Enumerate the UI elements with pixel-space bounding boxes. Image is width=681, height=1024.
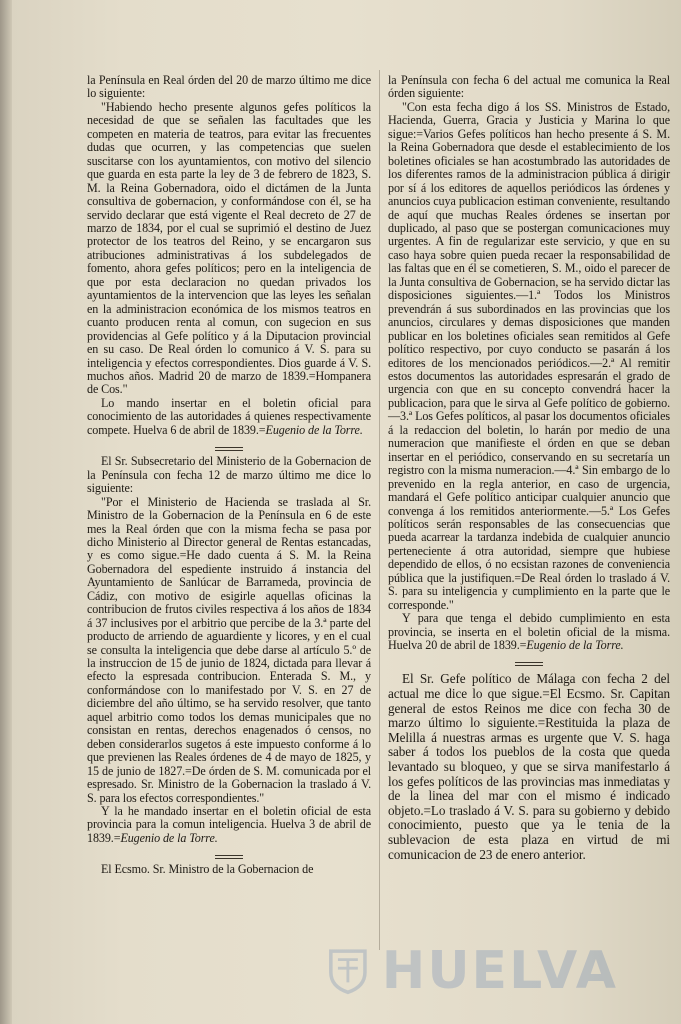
right-paragraph-3: [388, 612, 670, 652]
right-paragraph-3-text: Y para que tenga el debido cumplimiento en esta provincia, se inserta en el boletin oficial de la misma. Huelva 20 de abril de 1839.=: [388, 611, 670, 653]
left-signature-2: Eugenio de la Torre.: [120, 830, 218, 845]
left-paragraph-2: "Habiendo hecho presente algunos gefes políticos la necesidad de que se señalen las facultades que les competen en materia de teatros, para evitar las frecuentes dudas que ocurren, y las competencias que suelen suscitarse con los ayuntamientos, con motivo del silencio que guarda en esta parte la ley de 3 de febrero de 1823, S. M. la Reina Gobernadora, oido el dictámen de la Junta consultiva de gobernacion, y conformándose con él, se ha servido declarar que está vigente el Real decreto de 27 de marzo de 1834, por el cual se suprimió el destino de Juez protector de los teatros del Reino, y se encargaron sus atribuciones administrativas á los subdelegados de fomento, ahora gefes políticos; pero en la inteligencia de que por esta declaracion no quedan privados los ayuntamientos de la intervencion que las leyes les señalan en la administracion económica de los mismos teatros en cuanto producen renta al comun, con sugecion en sus providencias al Gefe político y á la Diputacion provincial en su caso. De Real órden lo comunico á V. S. para su inteligencia y efectos correspondientes. Dios guarde á V. S. muchos años. Madrid 20 de marzo de 1839.=Hompanera de Cos.": [87, 99, 371, 397]
left-paragraph-3-text: Lo mando insertar en el boletin oficial para conocimiento de las autoridades á quienes respectivamente compete. Huelva 6 de abril de 1839.=: [87, 395, 371, 437]
left-paragraph-6-text: Y la he mandado insertar en el boletin oficial de esta provincia para la comun inteligencia. Huelva 3 de abril de 1839.=: [87, 804, 371, 845]
right-signature-1: Eugenio de la Torre.: [526, 638, 624, 653]
left-column: [87, 74, 371, 877]
left-paragraph-6: [87, 805, 371, 845]
section-separator-2: [215, 855, 243, 859]
section-separator-1: [215, 447, 243, 451]
watermark-text: HUELVA: [381, 941, 618, 1001]
left-paragraph-3: [87, 397, 371, 437]
right-paragraph-1: la Península con fecha 6 del actual me comunica la Real órden siguiente:: [388, 73, 670, 101]
left-signature-1: Eugenio de la Torre.: [265, 422, 363, 437]
shield-icon: [328, 939, 368, 1003]
right-paragraph-4: El Sr. Gefe político de Málaga con fecha 2 del actual me dice lo que sigue.=El Ecsmo. Sr. Capitan general de estos Reinos me dice con fecha 30 de marzo último lo siguiente.=Restituida la plaza de Melilla á nuestras armas es urgente que V. S. haga saber á todos los pueblos de la costa que queda levantado su bloqueo, y que se sirva manifestarlo á los gefes políticos de las provincias mas inmediatas y de la linea del mar con el mismo é indicado objeto.=Lo traslado á V. S. para su gobierno y debido conocimiento, puesto que ya le tenia de la sublevacion de esta plaza en virtud de mi comunicacion de 23 de enero anterior.: [388, 671, 670, 862]
section-separator-3: [515, 662, 543, 666]
left-paragraph-4: El Sr. Subsecretario del Ministerio de la Gobernacion de la Península con fecha 12 de marzo último me dice lo siguiente:: [87, 454, 371, 496]
huelva-watermark: [328, 936, 618, 1006]
right-column: [388, 74, 670, 862]
right-paragraph-2: "Con esta fecha digo á los SS. Ministros de Estado, Hacienda, Guerra, Gracia y Justicia y Marina lo que sigue:=Varios Gefes políticos han hecho presente á S. M. la Reina Gobernadora que desde el establecimiento de los boletines oficiales se han acostumbrado las autoridades de los diferentes ramos de la administracion pública á dirigir por sí á los editores de aquellos periódicos las órdenes y anuncios cuya publicacion estiman conveniente, resultando de aquí que muchas Reales órdenes se insertan por duplicado, al paso que se postergan comunicaciones muy urgentes. A fin de regularizar este servicio, y que en su caso haya sobre quien pueda recaer la responsabilidad de las faltas que en él se cometieren, S. M., oido el parecer de la Junta consultiva de Gobernacion, se ha servido dictar las disposiciones siguientes.—1.ª Todos los Ministros prevendrán á sus subordinados en las provincias que los anuncios, circulares y demas disposiciones que manden publicar en los boletines oficiales sean remitidos al Gefe político respectivo, por cuyo conducto se pasarán á los editores de los mencionados periódicos.—2.ª Al remitir estos documentos las autoridades espresarán el grado de urgencia con que en su concepto convendrá hacer la publicacion, para que le sirva al Gefe político de gobierno.—3.ª Los Gefes políticos, al pasar los documentos oficiales á la redaccion del boletin, lo harán por medio de una numeracion que manifieste el órden en que se deban insertar en el periódico, conservando en su secretaría un registro con la misma numeracion.—4.ª Sin embargo de lo prevenido en la regla anterior, en caso de urgencia, mandará el Gefe político anticipar cualquier anuncio que convenga á los remitidos anteriormente.—5.ª Los Gefes políticos serán responsables de las consecuencias que pueda acarrear la tardanza indebida de cualquier anuncio perteneciente á otra autoridad, siempre que hubiese dependido de ellos, ó no ecsistan razones de conveniencia pública que la justifiquen.=De Real órden lo traslado á V. S. para su inteligencia y cumplimiento en la parte que le corresponde.": [388, 99, 670, 612]
left-paragraph-5: "Por el Ministerio de Hacienda se traslada al Sr. Ministro de la Gobernacion de la Península en 6 de este mes la Real órden que con la misma fecha se pasa por dicho Ministerio al Director general de Rentas estancadas, y es como sigue.=He dado cuenta á S. M. la Reina Gobernadora del espediente instruido á instancia del Ayuntamiento de Sanlúcar de Barrameda, provincia de Cádiz, con motivo de esigirle aquellas oficinas la contribucion de frutos civiles respectiva á los años de 1834 á 37 inclusives por el arbitrio que percibe de la 3.ª parte del producto de arriendo de aguardiente y licores, y en el cual se consulta la inteligencia que debe darse al artículo 5.º de la instruccion de 15 de junio de 1824, dictada para llevar á efecto la espresada contribucion. Enterada S. M., y conformándose con lo manifestado por V. S. en 27 de diciembre del año último, se ha servido resolver, que tanto aquel arbitrio como todos los demas municipales que no consistan en rentas, derechos enagenados ó censos, no deben considerarlos sugetos á este impuesto conforme á lo que previenen las Reales órdenes de 4 de mayo de 1825, y 15 de junio de 1827.=De órden de S. M. comunicada por el espresado. Sr. Ministro de la Gobernacion la traslado á V. S. para los efectos correspondientes.": [87, 494, 371, 805]
column-divider: [379, 70, 380, 950]
left-paragraph-1: la Península en Real órden del 20 de marzo último me dice lo siguiente:: [87, 73, 371, 101]
left-paragraph-7: El Ecsmo. Sr. Ministro de la Gobernacion de: [101, 862, 314, 877]
